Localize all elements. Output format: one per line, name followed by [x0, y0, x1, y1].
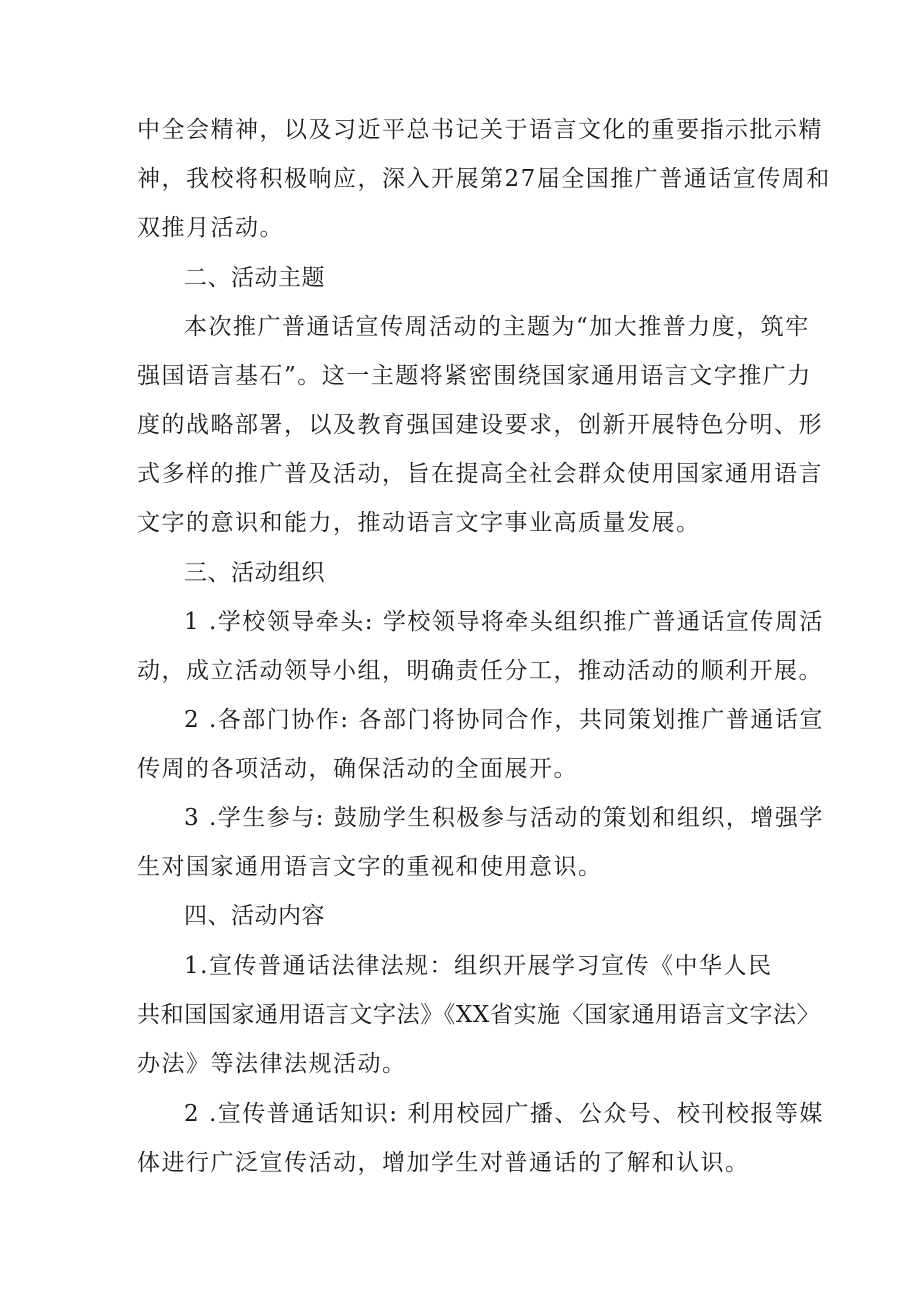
section-heading-theme: 二、活动主题	[184, 265, 325, 291]
content-line-5: 体进行广泛宣传活动，增加学生对普通话的了解和认识。	[137, 1150, 750, 1176]
organization-line-4: 传周的各项活动，确保活动的全面展开。	[137, 756, 578, 782]
organization-line-1: 1 .学校领导牵头: 学校领导将牵头组织推广普通话宣传周活	[184, 609, 824, 635]
section-heading-content: 四、活动内容	[184, 903, 325, 929]
intro-line-1: 中全会精神，以及习近平总书记关于语言文化的重要指示批示精	[137, 117, 823, 143]
content-line-3: 办法》等法律法规活动。	[137, 1051, 407, 1077]
theme-line-2: 强国语言基石”。这一主题将紧密围绕国家通用语言文字推广力	[137, 363, 812, 389]
content-line-1: 1.宣传普通话法律法规：组织开展学习宣传《中华人民	[184, 953, 773, 979]
organization-line-3: 2 .各部门协作: 各部门将协同合作，共同策划推广普通话宣	[184, 707, 824, 733]
intro-line-3: 双推月活动。	[137, 215, 284, 241]
organization-line-6: 生对国家通用语言文字的重视和使用意识。	[137, 854, 603, 880]
section-heading-organization: 三、活动组织	[184, 560, 325, 586]
theme-line-3: 度的战略部署，以及教育强国建设要求，创新开展特色分明、形	[137, 412, 823, 438]
theme-line-1: 本次推广普通话宣传周活动的主题为“加大推普力度，筑牢	[184, 314, 810, 340]
theme-line-5: 文字的意识和能力，推动语言文字事业高质量发展。	[137, 510, 701, 536]
organization-line-5: 3 .学生参与: 鼓励学生积极参与活动的策划和组织，增强学	[184, 805, 824, 831]
content-line-2: 共和国国家通用语言文字法》《XX省实施〈国家通用语言文字法〉	[137, 1002, 821, 1028]
theme-line-4: 式多样的推广普及活动，旨在提高全社会群众使用国家通用语言	[137, 461, 823, 487]
intro-line-2: 神，我校将积极响应，深入开展第27届全国推广普通话宣传周和	[137, 166, 831, 192]
organization-line-2: 动，成立活动领导小组，明确责任分工，推动活动的顺利开展。	[137, 658, 823, 684]
content-line-4: 2 .宣传普通话知识: 利用校园广播、公众号、校刊校报等媒	[184, 1101, 824, 1127]
